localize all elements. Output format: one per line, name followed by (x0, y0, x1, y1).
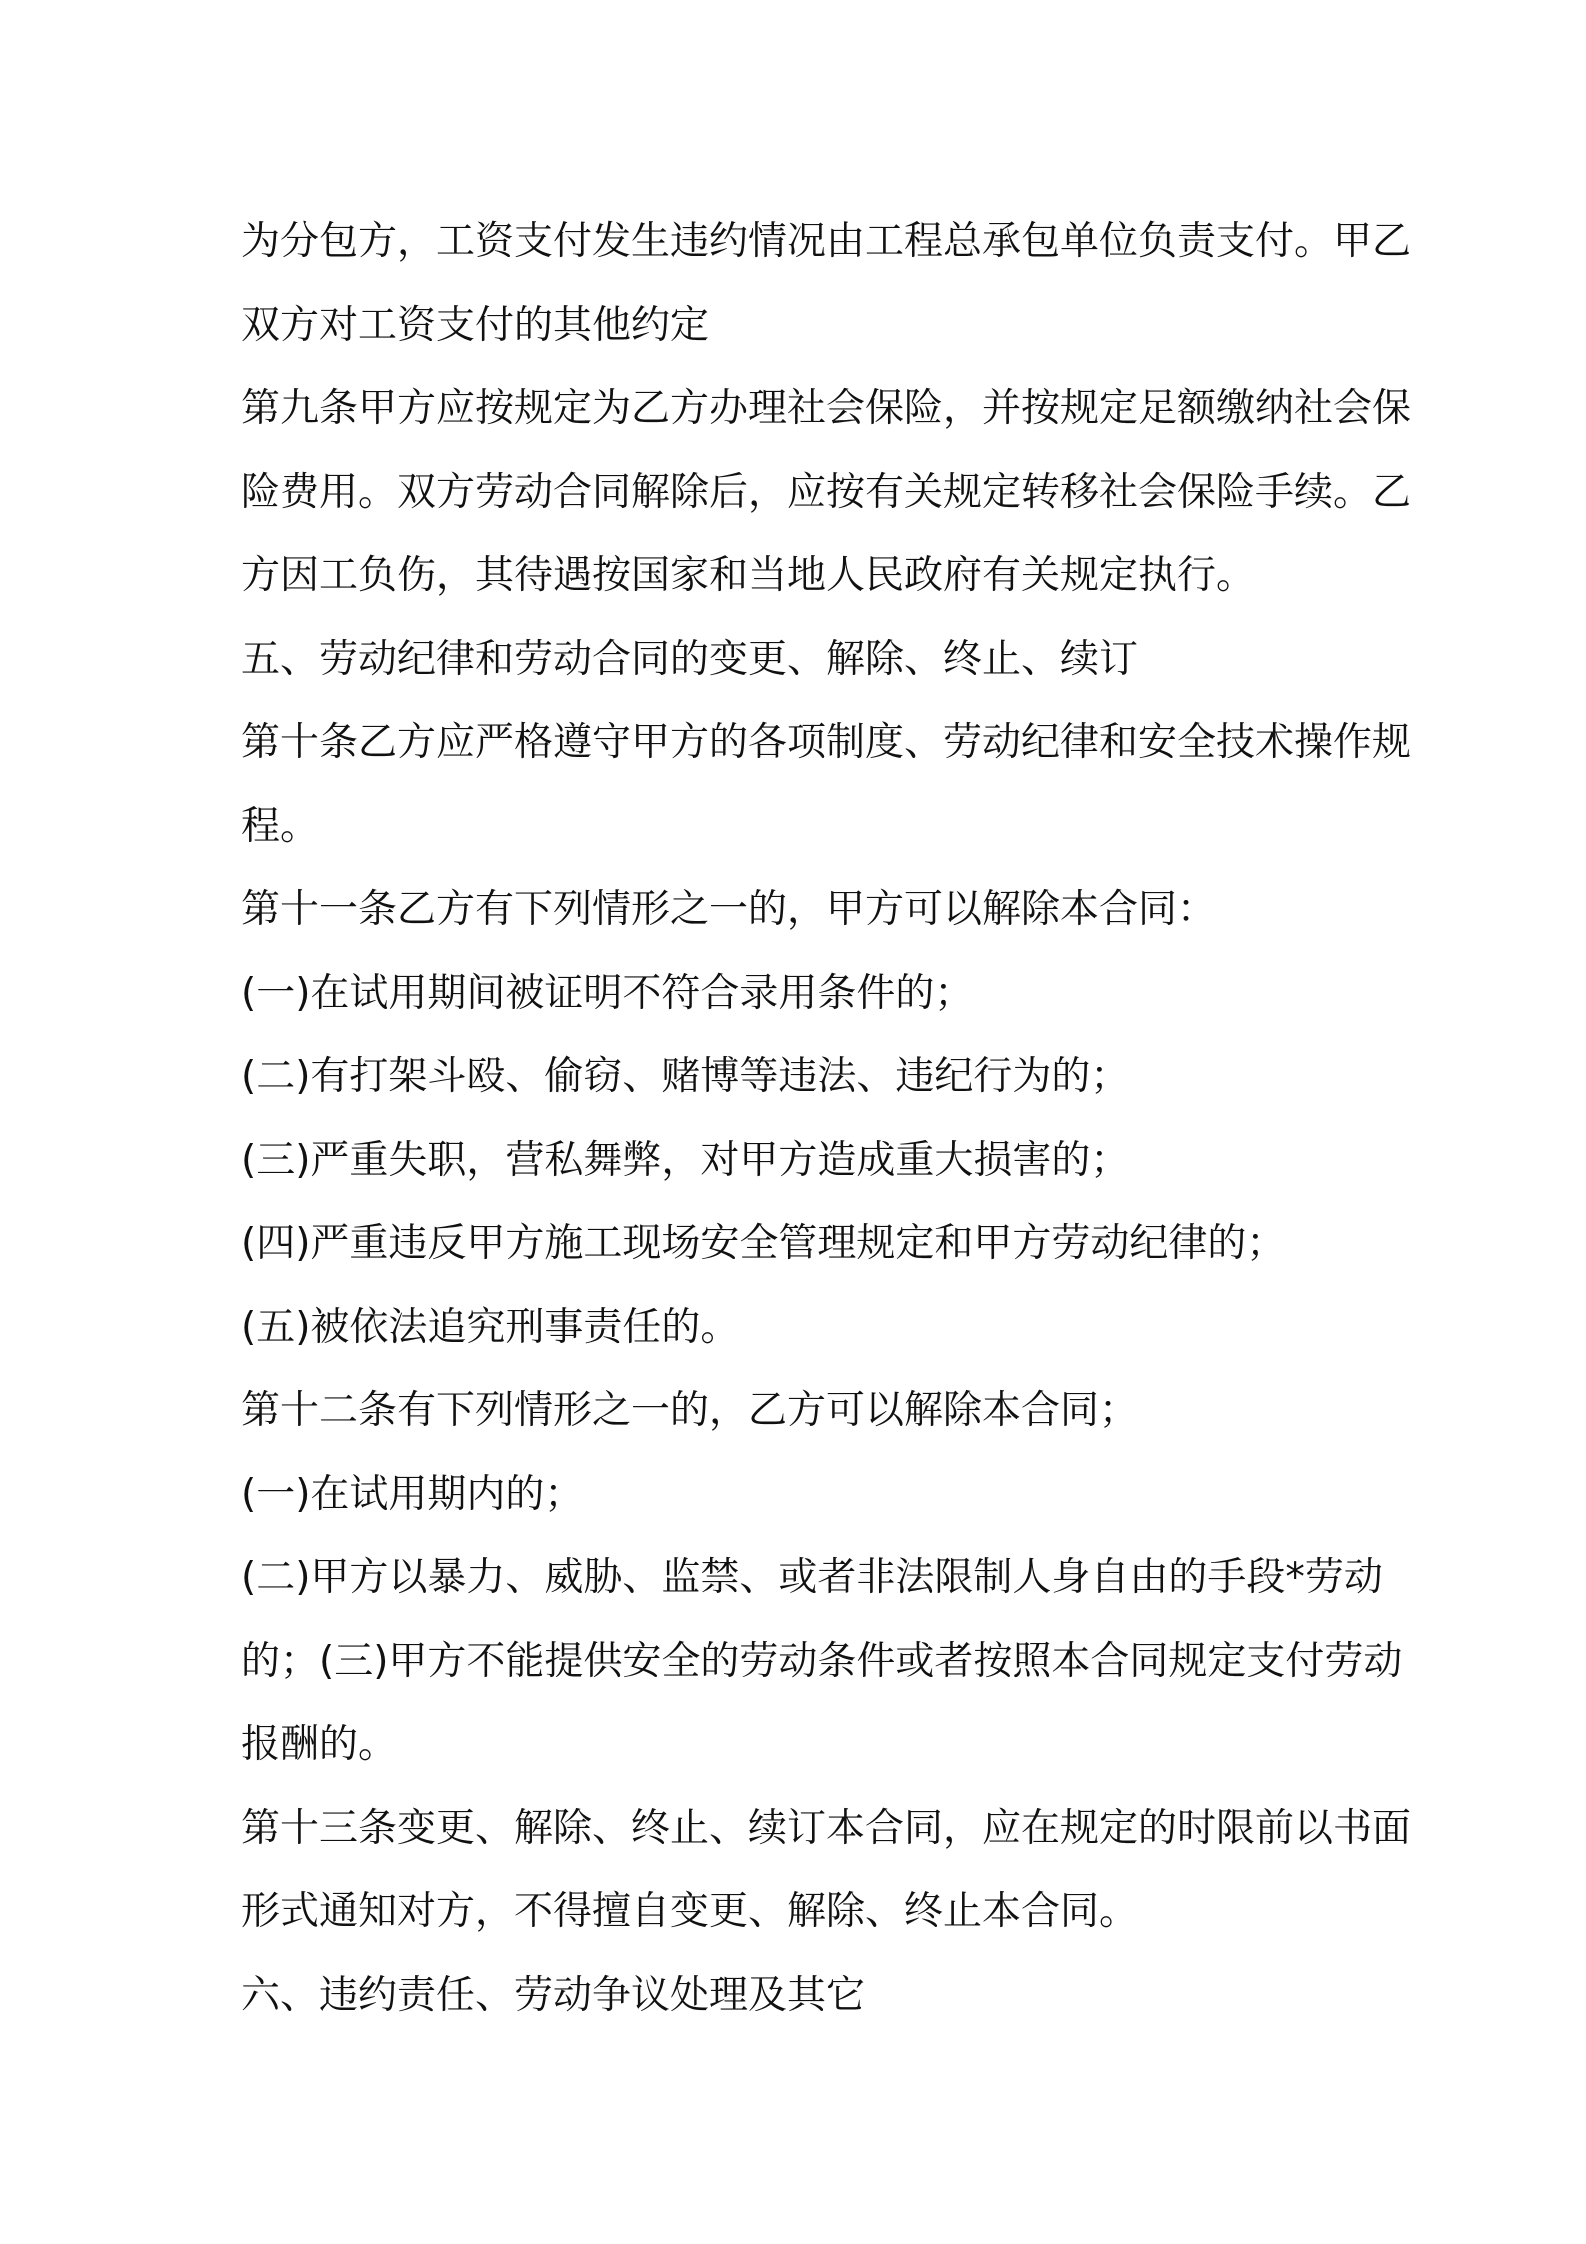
section-heading: 六、违约责任、劳动争议处理及其它 (241, 1972, 866, 2018)
list-item: (三)严重失职，营私舞弊，对甲方造成重大损害的； (241, 1137, 1130, 1183)
text-line: 第十二条有下列情形之一的，乙方可以解除本合同； (241, 1388, 1139, 1433)
list-item: (四)严重违反甲方施工现场安全管理规定和甲方劳动纪律的； (241, 1221, 1286, 1266)
text-line: 险费用。双方劳动合同解除后，应按有关规定转移社会保险手续。乙 (241, 469, 1412, 515)
document-page (241, 200, 1412, 2037)
list-item: (一)在试用期间被证明不符合录用条件的； (241, 970, 974, 1016)
text-line: 第九条甲方应按规定为乙方办理社会保险，并按规定足额缴纳社会保 (241, 386, 1412, 431)
section-heading: 五、劳动纪律和劳动合同的变更、解除、终止、续订 (241, 636, 1139, 682)
list-item: (二)甲方以暴力、威胁、监禁、或者非法限制人身自由的手段*劳动 (241, 1555, 1383, 1600)
text-line: 第十一条乙方有下列情形之一的，甲方可以解除本合同： (241, 887, 1217, 932)
list-item: (五)被依法追究刑事责任的。 (241, 1304, 740, 1350)
text-line: 报酬的。 (241, 1722, 398, 1767)
text-line: 第十条乙方应严格遵守甲方的各项制度、劳动纪律和安全技术操作规 (241, 720, 1412, 765)
text-line: 的；(三)甲方不能提供安全的劳动条件或者按照本合同规定支付劳动 (241, 1638, 1403, 1684)
text-line: 方因工负伤，其待遇按国家和当地人民政府有关规定执行。 (241, 553, 1256, 598)
list-item: (二)有打架斗殴、偷窃、赌博等违法、违纪行为的； (241, 1054, 1130, 1099)
text-line: 第十三条变更、解除、终止、续订本合同，应在规定的时限前以书面 (241, 1805, 1412, 1851)
text-line: 程。 (241, 803, 320, 849)
list-item: (一)在试用期内的； (241, 1471, 584, 1517)
text-line: 为分包方，工资支付发生违约情况由工程总承包单位负责支付。甲乙 (241, 219, 1412, 264)
text-line: 形式通知对方，不得擅自变更、解除、终止本合同。 (241, 1889, 1139, 1934)
text-line: 双方对工资支付的其他约定 (241, 302, 710, 348)
